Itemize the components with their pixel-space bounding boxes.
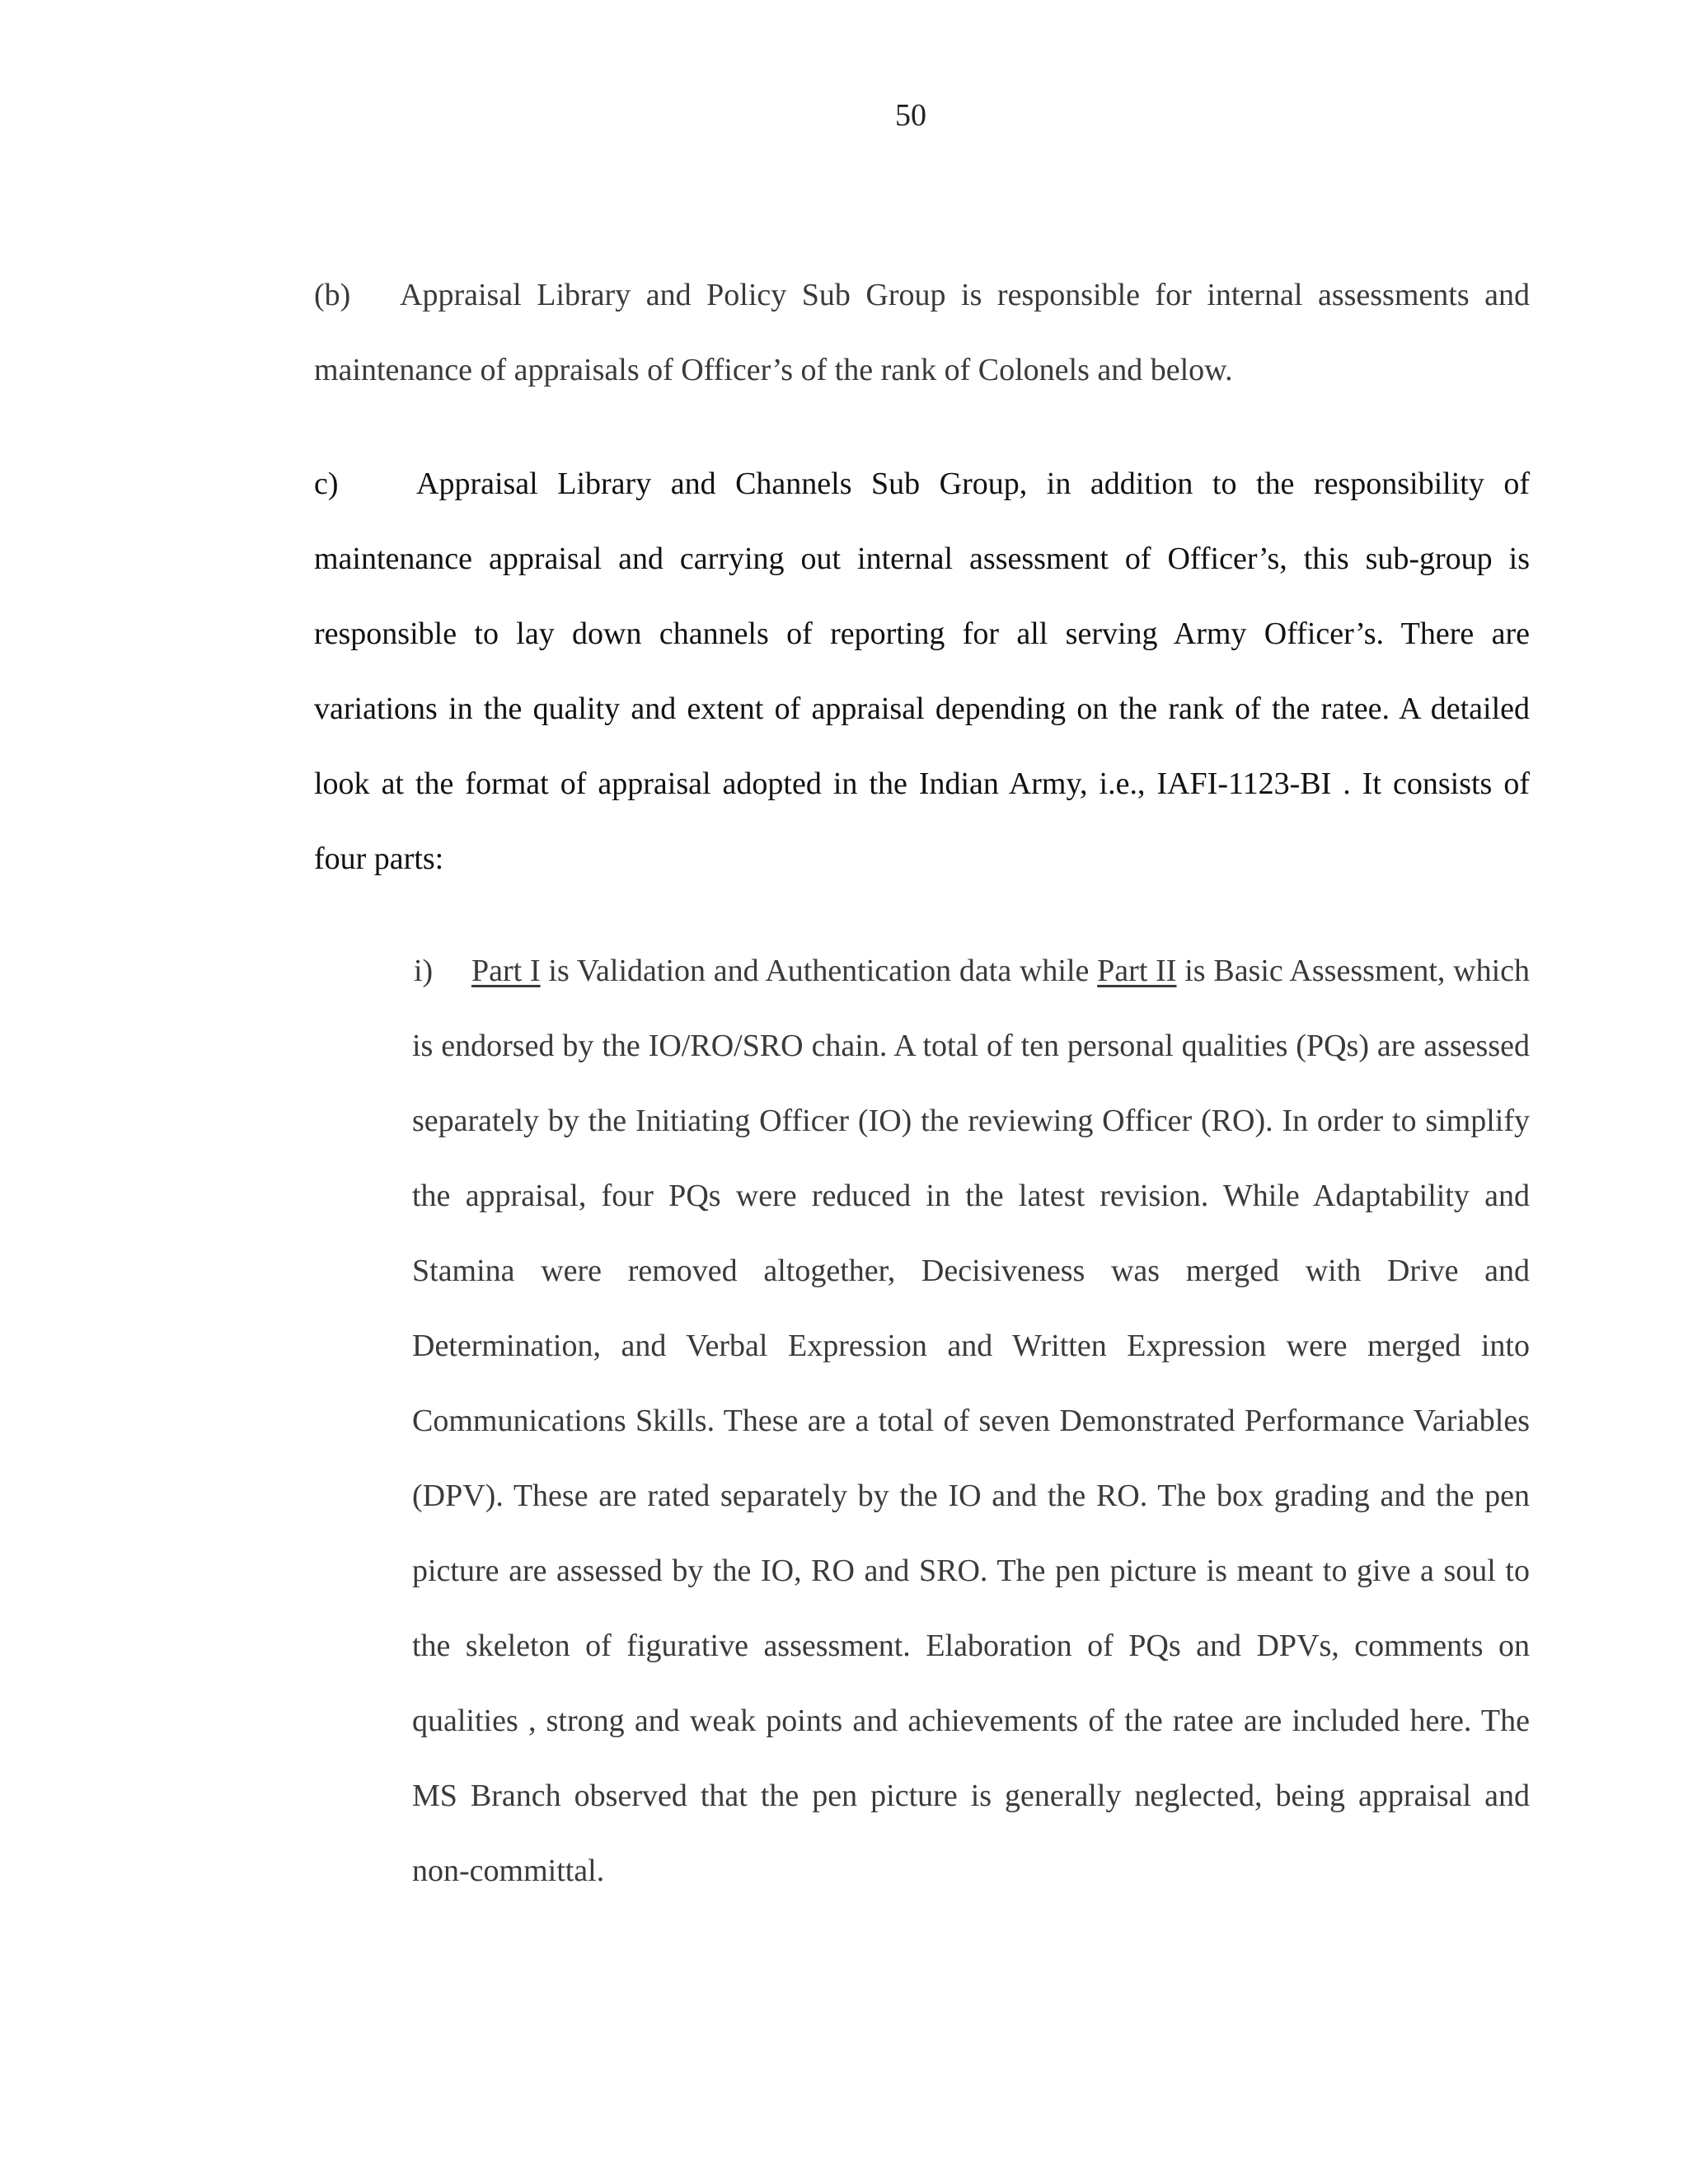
paragraph-i-text-b: is Basic Assessment, which is endorsed by the IO/RO/SRO chain. A total of ten personal qualities (PQs) are assessed separately by the Initiating Officer (IO) the reviewing Officer (RO). In order to simplify the appraisal, four PQs were reduced in the latest revision. While Adaptability and Stamina were removed altogether, Decisiveness was merged with Drive and Determination, and Verbal Expression and Written Expression were merged into Communications Skills. These are a total of seven Demonstrated Performance Variables (DPV). These are rated separately by the IO and the RO. The box grading and the pen picture are assessed by the IO, RO and SRO. The pen picture is meant to give a soul to the skeleton of figurative assessment. Elaboration of PQs and DPVs, comments on qualities , strong and weak points and achievements of the ratee are included here. The MS Branch observed that the pen picture is generally neglected, being appraisal and non-committal. (412, 954, 1531, 1888)
paragraph-i-text-a: is Validation and Authentication data while (540, 954, 1098, 988)
paragraph-i-marker: i) (414, 954, 434, 988)
part-ii-label: Part II (1097, 954, 1177, 988)
part-i-label: Part I (471, 954, 541, 988)
paragraph-i (412, 934, 1530, 1909)
paragraph-c (314, 447, 1530, 897)
paragraph-b (314, 258, 1530, 408)
page-number: 50 (895, 98, 926, 133)
paragraph-c-marker: c) (314, 466, 339, 501)
paragraph-b-text: Appraisal Library and Policy Sub Group is responsible for internal assessments and maintenance of appraisals of Officer’s of the rank of Colonels and below. (314, 278, 1530, 387)
paragraph-b-marker: (b) (314, 278, 351, 312)
paragraph-c-text: Appraisal Library and Channels Sub Group, in addition to the responsibility of maintenance appraisal and carrying out internal assessment of Officer’s, this sub-group is responsible to lay down channels of reporting for all serving Army Officer’s. There are variations in the quality and extent of appraisal depending on the rank of the ratee. A detailed look at the format of appraisal adopted in the Indian Army, i.e., IAFI-1123-BI . It consists of four parts: (314, 466, 1530, 876)
